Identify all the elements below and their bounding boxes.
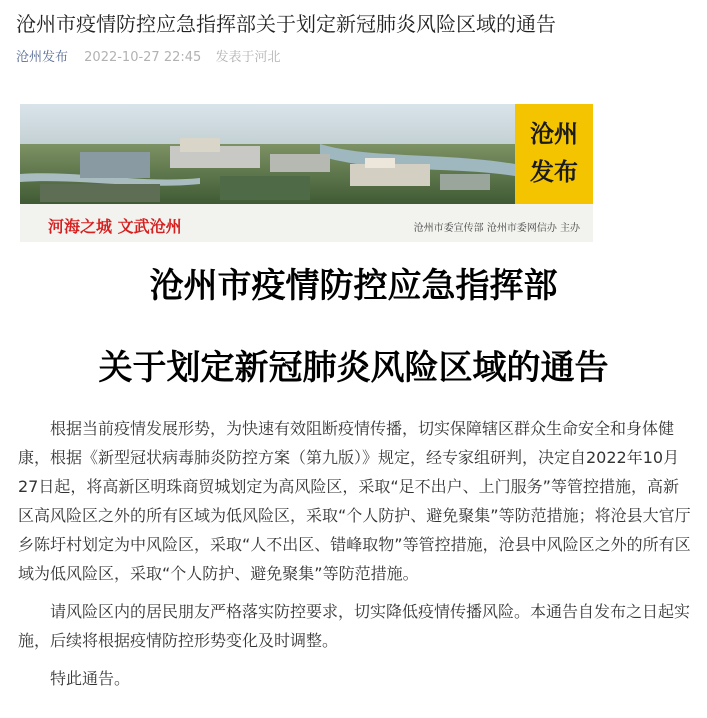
notice-paragraph-1: 根据当前疫情发展形势，为快速有效阻断疫情传播，切实保障辖区群众生命安全和身体健康，根据《新型冠状病毒肺炎防控方案（第九版）》规定，经专家组研判，决定自2022年10月27日起，将高新区明珠商贸城划定为高风险区，采取“足不出户、上门服务”等管控措施，高新区高风险区之外的所有区域为低风险区，采取“个人防护、避免聚集”等防范措施；将沧县大官厅乡陈圩村划定为中风险区，采取“人不出区、错峰取物”等管控措施，沧县中风险区之外的所有区域为低风险区，采取“个人防护、避免聚集”等防范措施。 <box>18 419 691 583</box>
publish-location: 发表于河北 <box>215 50 281 65</box>
banner-sponsor: 沧州市委宣传部 沧州市委网信办 主办 <box>413 223 580 234</box>
account-name-link[interactable]: 沧州发布 <box>16 50 69 65</box>
notice-body <box>18 414 692 702</box>
notice-heading-line1: 沧州市疫情防控应急指挥部 <box>149 266 558 306</box>
article-meta <box>16 48 280 68</box>
header-banner-image <box>20 104 593 242</box>
publish-date: 2022-10-27 22:45 <box>84 50 202 65</box>
notice-paragraph-2: 请风险区内的居民朋友严格落实防控要求，切实降低疫情传播风险。本通告自发布之日起实施，后续将根据疫情防控形势变化及时调整。 <box>18 602 691 650</box>
banner-slogan: 河海之城 文武沧州 <box>48 217 182 236</box>
notice-paragraph-3: 特此通告。 <box>50 669 131 688</box>
article-title: 沧州市疫情防控应急指挥部关于划定新冠肺炎风险区域的通告 <box>16 12 556 36</box>
banner-logo-line2: 发布 <box>530 157 578 186</box>
banner-logo-line1: 沧州 <box>530 119 578 148</box>
notice-heading-line2: 关于划定新冠肺炎风险区域的通告 <box>98 348 609 388</box>
banner-graphic <box>20 104 593 242</box>
